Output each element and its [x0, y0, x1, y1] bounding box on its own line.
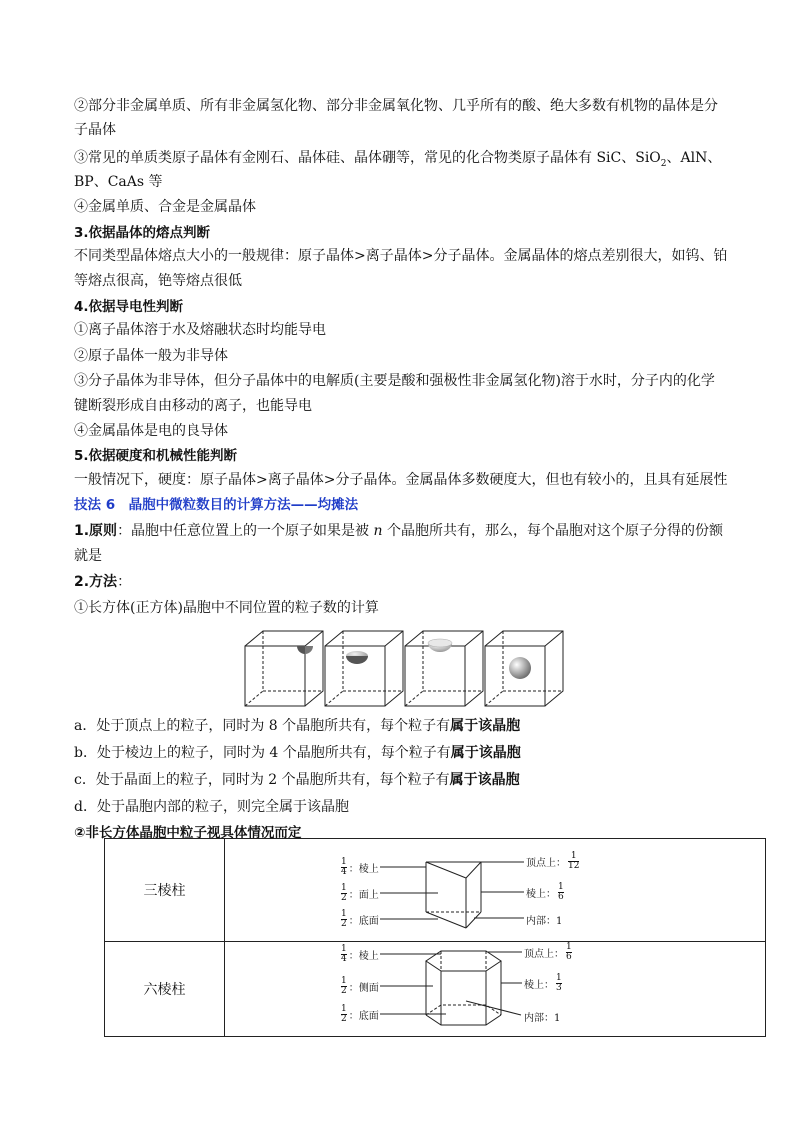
numerator: 1 — [341, 857, 347, 867]
diagram-cell — [225, 942, 766, 1037]
numerator: 1 — [341, 909, 347, 919]
list-item — [74, 716, 740, 736]
text-line: ④金属晶体是电的良导体 — [74, 423, 228, 439]
section-heading: 3.依据晶体的熔点判断 — [74, 225, 211, 241]
technique-heading: 技法 6 晶胞中微粒数目的计算方法——均摊法 — [74, 497, 359, 513]
text-fragment: 个晶胞所共有，那么，每个晶胞对这个原子分得的份额 — [382, 523, 723, 539]
triangular-prism-figure — [226, 840, 764, 940]
label-text: 棱上： — [524, 980, 554, 991]
fraction — [566, 943, 572, 962]
cube-position-diagrams — [244, 628, 564, 710]
label-text: ：侧面 — [348, 983, 379, 994]
label-text: 内部：1 — [526, 916, 563, 927]
list-item — [74, 743, 740, 763]
hexagonal-prism-figure — [226, 943, 764, 1035]
fraction — [341, 945, 347, 964]
row-name: 六棱柱 — [105, 942, 225, 1037]
method-label: 2.方法 — [74, 574, 118, 590]
denominator: 4 — [341, 954, 347, 964]
emphasis: 属于该晶胞 — [450, 745, 521, 761]
fraction — [341, 977, 347, 996]
subscript: 2 — [660, 158, 667, 169]
cube-interior-diagram — [485, 631, 563, 706]
text-line: ①长方体(正方体)晶胞中不同位置的粒子数的计算 — [74, 600, 379, 616]
emphasis: 属于该晶胞 — [449, 772, 520, 788]
label-text: 棱上： — [526, 889, 556, 900]
text-line: 等熔点很高，铯等熔点很低 — [74, 273, 242, 289]
fraction — [341, 1005, 347, 1024]
label-vertex — [526, 852, 579, 871]
cube-face-diagram — [405, 631, 483, 706]
text-line — [74, 148, 740, 174]
diagram-cell — [225, 839, 766, 942]
text-fragment: ③常见的单质类原子晶体有金刚石、晶体硅、晶体硼等，常见的化合物类原子晶体有 SiC、SiO — [74, 150, 661, 166]
label-text: 顶点上： — [526, 858, 566, 869]
label-edge — [524, 974, 562, 993]
italic-n: n — [373, 523, 383, 539]
denominator: 4 — [341, 867, 347, 877]
numerator: 1 — [341, 883, 347, 893]
text-line: BP、CaAs 等 — [74, 174, 163, 190]
text-line: 子晶体 — [74, 122, 116, 138]
fraction — [341, 858, 347, 877]
fraction — [556, 974, 562, 993]
text-line: ③分子晶体为非导体，但分子晶体中的电解质(主要是酸和强极性非金属氢化物)溶于水时，分子内的化学 — [74, 373, 715, 389]
label-edge — [341, 858, 379, 877]
section-heading: 5.依据硬度和机械性能判断 — [74, 448, 238, 464]
denominator: 12 — [568, 861, 580, 871]
numerator: 1 — [558, 882, 564, 892]
principle-line — [74, 521, 740, 541]
cube-edge-diagram — [325, 631, 403, 706]
numerator: 1 — [568, 852, 579, 862]
text-line: 键断裂形成自由移动的离子，也能导电 — [74, 398, 312, 414]
section-heading: 4.依据导电性判断 — [74, 299, 184, 315]
numerator: 1 — [566, 942, 572, 952]
label-base — [341, 910, 379, 929]
table-row — [105, 942, 766, 1037]
prism-table — [104, 838, 766, 1037]
text-fragment: ：晶胞中任意位置上的一个原子如果是被 — [117, 523, 374, 539]
denominator: 6 — [566, 952, 572, 962]
denominator: 2 — [341, 893, 347, 903]
label-face — [341, 884, 379, 903]
text-line: ②原子晶体一般为非导体 — [74, 348, 228, 364]
triangular-prism-svg — [226, 840, 771, 940]
label-vertex — [524, 943, 572, 962]
cube-vertex-diagram — [245, 631, 323, 706]
text-fragment: 、AlN、 — [666, 150, 722, 166]
fraction — [341, 910, 347, 929]
numerator: 1 — [341, 1004, 347, 1014]
label-text: ：棱上 — [348, 951, 379, 962]
text-line: 就是 — [74, 548, 102, 564]
label-base — [341, 1005, 379, 1024]
label-text: 内部：1 — [524, 1013, 561, 1024]
text-fragment: ： — [117, 574, 132, 590]
row-name: 三棱柱 — [105, 839, 225, 942]
table-row — [105, 839, 766, 942]
text-fragment: c．处于晶面上的粒子，同时为 2 个晶胞所共有，每个粒子有 — [74, 772, 450, 788]
label-text: ：底面 — [348, 916, 379, 927]
text-line: 不同类型晶体熔点大小的一般规律：原子晶体>离子晶体>分子晶体。金属晶体的熔点差别很大，如钨、铂 — [74, 248, 728, 264]
method-line — [74, 572, 740, 592]
denominator: 2 — [341, 919, 347, 929]
text-line: ②部分非金属单质、所有非金属氢化物、部分非金属氧化物、几乎所有的酸、绝大多数有机物的晶体是分 — [74, 98, 718, 114]
label-text: ：面上 — [348, 890, 379, 901]
fraction — [558, 883, 564, 902]
denominator: 3 — [556, 983, 562, 993]
hexagonal-prism-svg — [226, 943, 771, 1035]
text-line: ④金属单质、合金是金属晶体 — [74, 199, 256, 215]
principle-label: 1.原则 — [74, 523, 118, 539]
label-side — [341, 977, 379, 996]
label-edge — [526, 883, 564, 902]
text-line: ①离子晶体溶于水及熔融状态时均能导电 — [74, 322, 326, 338]
label-text: ：棱上 — [348, 864, 379, 875]
text-line: 一般情况下，硬度：原子晶体>离子晶体>分子晶体。金属晶体多数硬度大，但也有较小的，且具有延展性 — [74, 472, 728, 488]
denominator: 2 — [341, 986, 347, 996]
list-item: d．处于晶胞内部的粒子，则完全属于该晶胞 — [74, 799, 349, 815]
emphasis: 属于该晶胞 — [450, 718, 521, 734]
label-text: 顶点上： — [524, 949, 564, 960]
list-item — [74, 770, 740, 790]
text-fragment: b．处于棱边上的粒子，同时为 4 个晶胞所共有，每个粒子有 — [74, 745, 451, 761]
denominator: 2 — [341, 1014, 347, 1024]
denominator: 6 — [558, 892, 564, 902]
fraction — [341, 884, 347, 903]
numerator: 1 — [341, 944, 347, 954]
label-interior — [526, 912, 562, 927]
subheading: ②非长方体晶胞中粒子视具体情况而定 — [74, 825, 302, 841]
text-fragment: a．处于顶点上的粒子，同时为 8 个晶胞所共有，每个粒子有 — [74, 718, 451, 734]
label-interior — [524, 1009, 560, 1024]
numerator: 1 — [556, 973, 562, 983]
fraction — [568, 852, 579, 871]
label-text: ：底面 — [348, 1011, 379, 1022]
label-edge — [341, 945, 379, 964]
numerator: 1 — [341, 976, 347, 986]
